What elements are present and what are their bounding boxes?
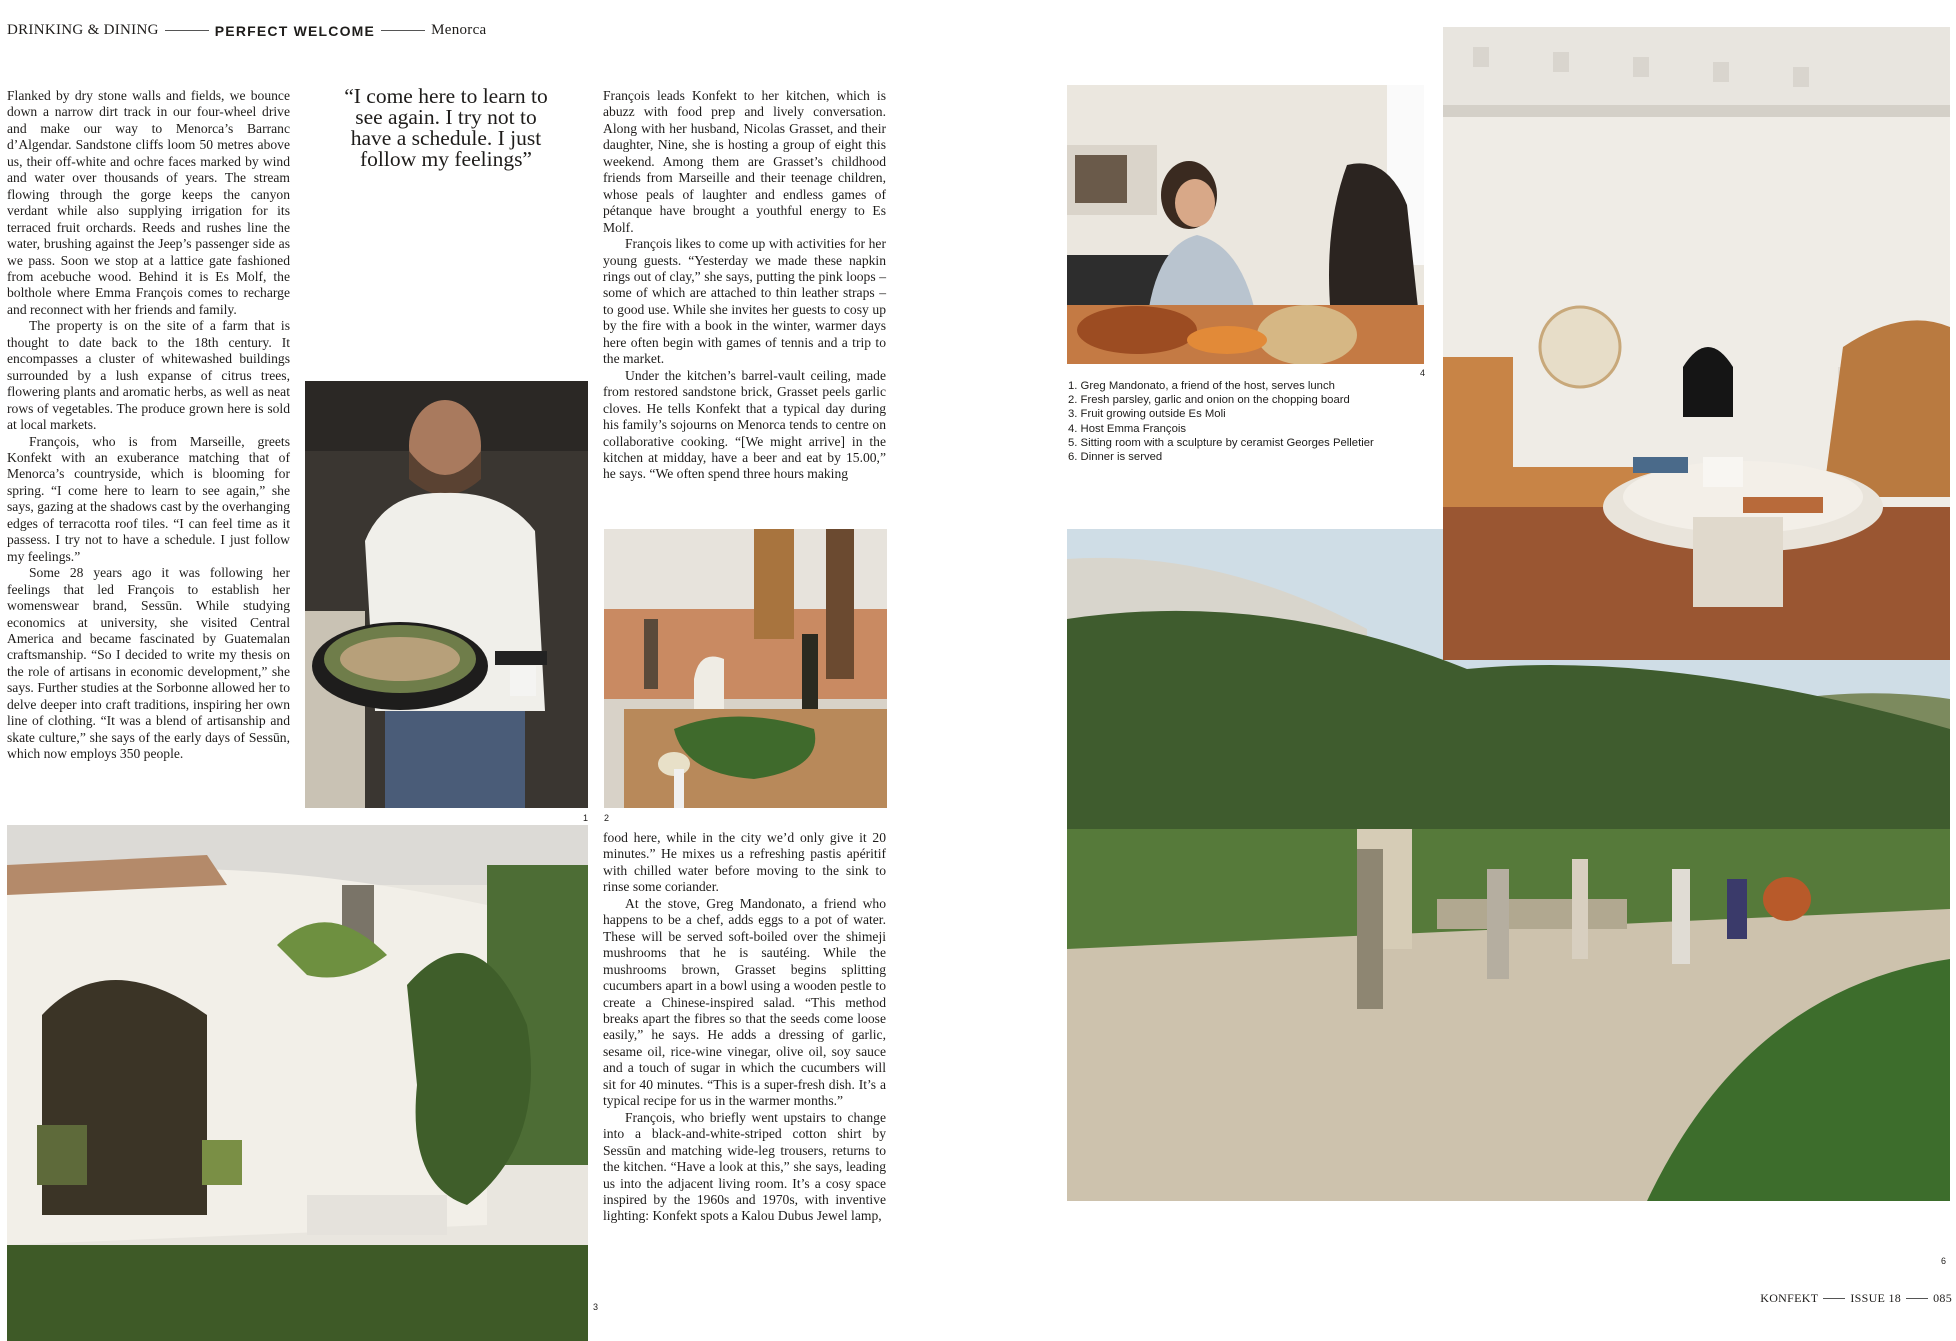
- photo-chef-serving: [305, 381, 588, 808]
- photo-number-3: 3: [593, 1302, 599, 1312]
- caption: 4. Host Emma François: [1068, 422, 1187, 435]
- header-rule: [165, 30, 209, 31]
- section-label: DRINKING & DINING: [7, 22, 159, 38]
- caption: 1. Greg Mandonato, a friend of the host, serves lunch: [1068, 380, 1335, 392]
- caption: 2. Fresh parsley, garlic and onion on the chopping board: [1068, 394, 1350, 407]
- article-title: PERFECT WELCOME: [214, 22, 376, 39]
- photo-number-1: 1: [583, 813, 589, 823]
- caption: 5. Sitting room with a sculpture by ceramist Georges Pelletier: [1068, 436, 1374, 449]
- photo-farmhouse-exterior: [7, 825, 588, 1341]
- photo-captions: [1068, 379, 1374, 464]
- caption: 6. Dinner is served: [1068, 451, 1163, 464]
- paragraph: Flanked by dry stone walls and fields, we bounce down a narrow dirt track in our four-wheel drive and make our way to Menorca’s Barranc d’Algendar. Sandstone cliffs loom 50 metres above us, their off-white and ochre faces marked by wind and water over thousands of years. The stream flowing through the gorge keeps the canyon verdant while also supplying irrigation for its terraced fruit orchards. Reeds and rushes line the water, brushing against the Jeep’s passenger side as we pass. Soon we stop at a lattice gate fashioned from acebuche wood. Behind it is Es Molf, the bolthole where Emma François comes to recharge and reconnect with her friends and family.: [7, 88, 290, 317]
- header-rule: [381, 30, 425, 31]
- photo-host-emma: [1067, 85, 1424, 364]
- photo-number-6: 6: [1941, 1256, 1947, 1266]
- paragraph: François leads Konfekt to her kitchen, which is abuzz with food prep and lively conversation. Along with her husband, Nicolas Grasset, and their daughter, Nine, she is hosting a group of eight this weekend. Among them are Grasset’s childhood friends from Marseille and their teenage children, whose peals of laughter and endless games of pétanque have brought a youthful energy to Es Molf.: [603, 88, 886, 235]
- paragraph: François, who is from Marseille, greets Konfekt with an exuberance matching that of Menorca’s countryside, which is blooming for spring. “I come here to learn to see again,” she says, gazing at the shadows cast by the overhanging edges of terracotta roof tiles. “I can feel time as it passess. I try not to have a schedule. I just follow my feelings.”: [7, 433, 290, 564]
- running-header: [7, 22, 487, 39]
- photo-chopping-board: [604, 529, 887, 808]
- issue-label: ISSUE 18: [1850, 1291, 1902, 1305]
- footer-rule: [1823, 1298, 1845, 1299]
- paragraph: Under the kitchen’s barrel-vault ceiling, made from restored sandstone brick, Grasset peels garlic cloves. He tells Konfekt that a typical day during his family’s sojourns on Menorca tends to centre on collaborative cooking. “[We might arrive] in the kitchen at midday, have a beer and eat by 15.00,” he says. “We often spend three hours making: [603, 367, 886, 482]
- location-label: Menorca: [431, 22, 487, 38]
- paragraph: The property is on the site of a farm that is thought to date back to the 18th century. It encompasses a cluster of whitewashed buildings surrounded by a lush expanse of citrus trees, flowering plants and aromatic herbs, as well as neat rows of vegetables. The produce grown here is sold at local markets.: [7, 318, 290, 433]
- paragraph: Some 28 years ago it was following her feelings that led François to establish her womenswear brand, Sessūn. While studying economics at university, she visited Central America and became fascinated by Guatemalan craftsmanship. “So I decided to write my thesis on the role of artisans in economic development,” she says. Further studies at the Sorbonne allowed her to delve deeper into craft traditions, inspiring her own line of clothing. “It was a blend of artisanship and skate culture,” she says of the early days of Sessūn, which now employs 350 people.: [7, 565, 290, 762]
- page-number: 085: [1933, 1291, 1952, 1305]
- photo-number-4: 4: [1420, 368, 1426, 378]
- paragraph: François, who briefly went upstairs to change into a black-and-white-striped cotton shirt by Sessūn and matching wide-leg trousers, returns to the kitchen. “Have a look at this,” she says, leading us into the adjacent living room. It’s a cosy space inspired by the 1960s and 1970s, with inventive lighting: Konfekt spots a Kalou Dubus Jewel lamp,: [603, 1109, 886, 1224]
- photo-sitting-room: [1443, 27, 1950, 660]
- paragraph: At the stove, Greg Mandonato, a friend who happens to be a chef, adds eggs to a pot of water. These will be served soft-boiled over the shimeji mushrooms that he is sautéing. While the mushrooms brown, Grasset begins splitting cucumbers apart in a bowl using a wooden pestle to create a Chinese-inspired salad. “This method breaks apart the fibres so that the seeds come loose easily,” he says. He adds a dressing of garlic, sesame oil, rice-wine vinegar, olive oil, soy sauce and a touch of sugar in which the cucumbers will sit for 40 minutes. “This is a super-fresh dish. It’s a typical recipe for us in the warmer months.”: [603, 895, 886, 1109]
- footer-rule: [1906, 1298, 1928, 1299]
- pull-quote: “I come here to learn to see again. I try not to have a schedule. I just follow my feelings”: [344, 84, 548, 171]
- magazine-name: KONFEKT: [1760, 1291, 1819, 1305]
- body-column-1: [7, 88, 290, 763]
- body-column-3-top: [603, 88, 886, 483]
- page-footer: [1760, 1291, 1952, 1306]
- caption: 3. Fruit growing outside Es Moli: [1068, 408, 1226, 421]
- photo-number-2: 2: [604, 813, 610, 823]
- paragraph: food here, while in the city we’d only give it 20 minutes.” He mixes us a refreshing pastis apéritif with chilled water before moving to the sink to rinse some coriander.: [603, 830, 886, 895]
- paragraph: François likes to come up with activities for her young guests. “Yesterday we made these napkin rings out of clay,” she says, putting the pink loops – some of which are attached to thin leather straps – to good use. While she invites her guests to cosy up by the fire with a book in the winter, warmer days here often begin with games of tennis and a trip to the market.: [603, 236, 886, 367]
- body-column-3-bottom: [603, 830, 886, 1225]
